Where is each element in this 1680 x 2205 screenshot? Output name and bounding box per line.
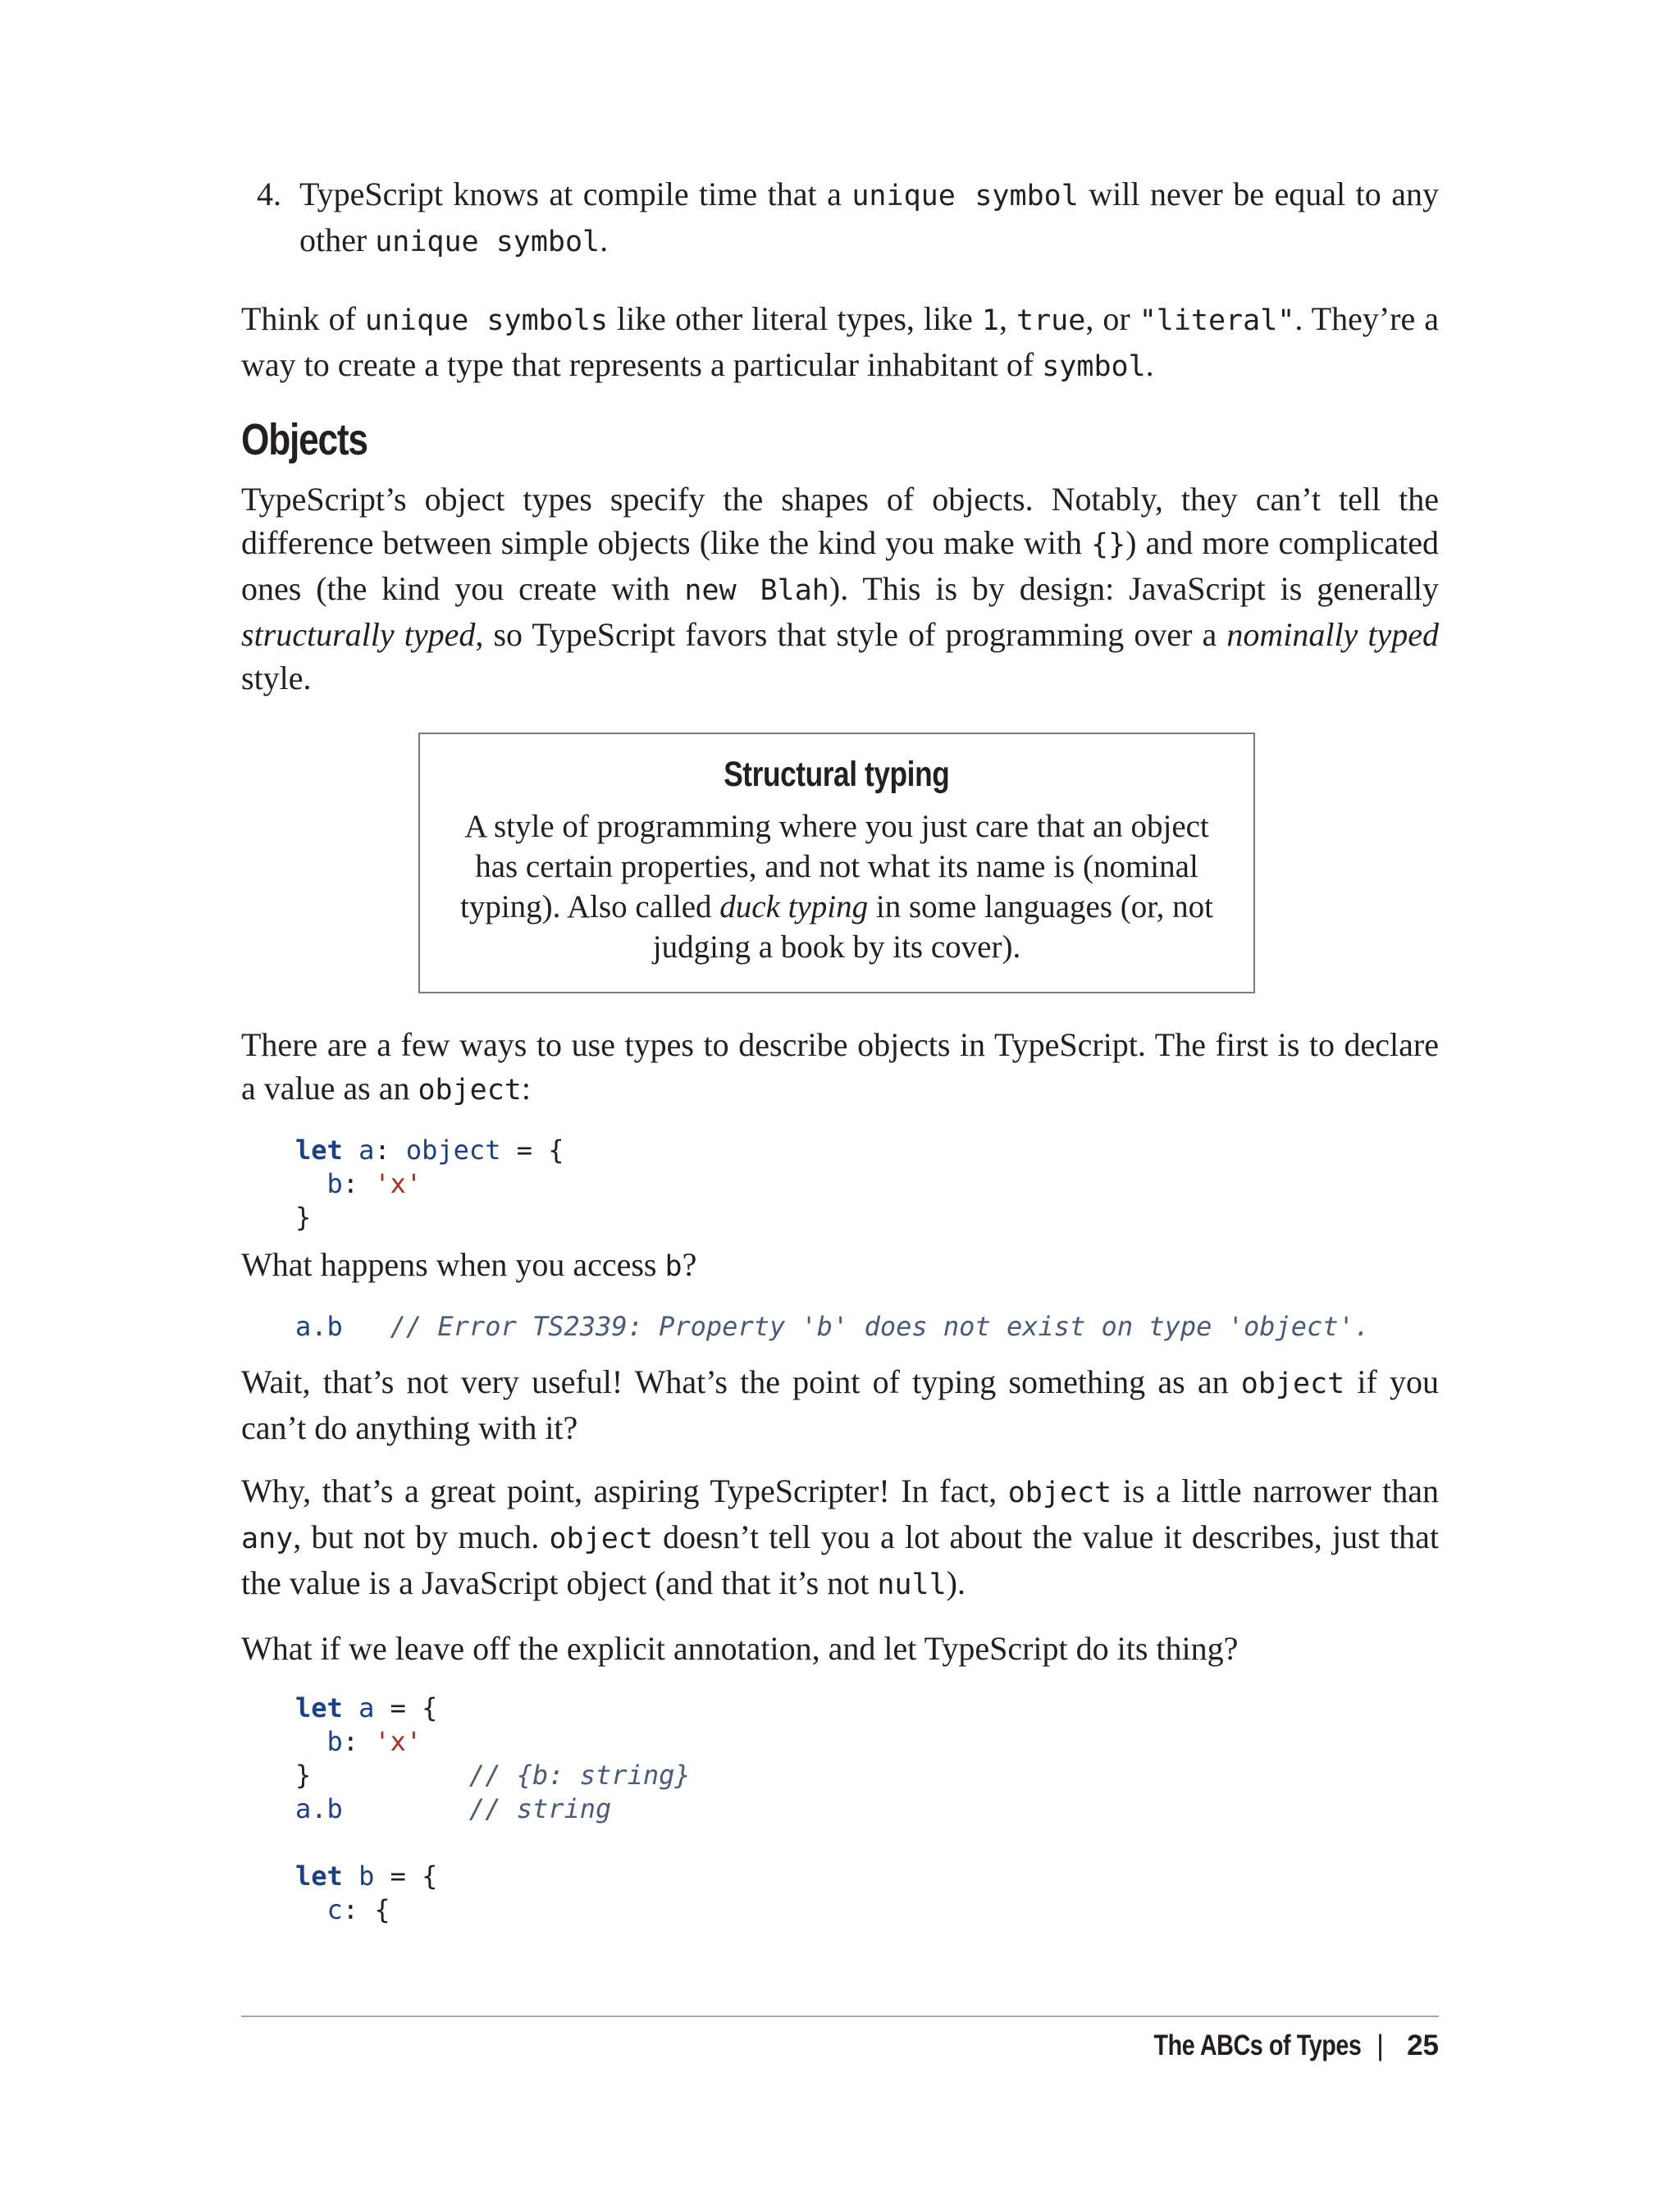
emphasis: structurally typed (241, 616, 476, 653)
footer-separator: | (1376, 2029, 1385, 2061)
code-block-access-error (241, 1310, 1439, 1344)
text: Why, that’s a great point, aspiring TypeScripter! In fact, (241, 1472, 1008, 1509)
code-property: c (326, 1894, 343, 1925)
code-comment: // Error TS2339: Property 'b' does not exist on type 'object'. (390, 1311, 1371, 1342)
emphasis: nominally typed (1226, 616, 1440, 653)
text: ? (682, 1246, 697, 1283)
page-footer (1108, 2026, 1439, 2066)
code-property: b (326, 1168, 343, 1199)
text: ). This is by design: JavaScript is generally (829, 570, 1440, 607)
inline-code-unique-symbol: unique symbol (851, 180, 1079, 212)
text: Wait, that’s not very useful! What’s the point of typing something as an (241, 1363, 1241, 1400)
code-punct: = { (374, 1860, 438, 1892)
code-expression: a.b (295, 1793, 343, 1824)
code-punct: } (295, 1202, 312, 1233)
code-punct: : { (342, 1894, 390, 1925)
inline-code: object (549, 1522, 653, 1555)
sidebar-title: Structural typing (724, 755, 950, 794)
page-number: 25 (1407, 2029, 1439, 2061)
sidebar-body (453, 806, 1221, 967)
text: , but not by much. (293, 1518, 550, 1555)
inline-code: {} (1091, 528, 1126, 561)
code-property: b (326, 1726, 343, 1757)
inline-code: any (241, 1522, 294, 1555)
text: is a little narrower than (1112, 1472, 1439, 1509)
emphasis: duck typing (719, 889, 869, 924)
code-comment: // {b: string} (468, 1760, 691, 1791)
paragraph-access (241, 1243, 1439, 1289)
code-identifier: b (358, 1860, 375, 1892)
text: Think of (241, 300, 365, 337)
text: like other literal types, like (607, 300, 982, 337)
page-content (241, 172, 1439, 1927)
inline-code: true (1016, 304, 1086, 337)
inline-code: 1 (981, 304, 999, 337)
text: There are a few ways to use types to describe objects in TypeScript. The first is to declare a value as an (241, 1026, 1439, 1107)
paragraph-ways (241, 1023, 1439, 1112)
code-identifier: a (358, 1692, 375, 1723)
inline-code: symbol (1042, 350, 1146, 383)
paragraph-what-if: What if we leave off the explicit annotation, and let TypeScript do its thing? (241, 1630, 1239, 1667)
code-expression: a.b (295, 1311, 343, 1342)
list-item-4 (241, 172, 1439, 264)
footer-rule (241, 2016, 1439, 2017)
footer-chapter-title: The ABCs of Types (1154, 2029, 1362, 2061)
code-punct: = { (500, 1134, 564, 1166)
code-identifier: a (358, 1134, 375, 1166)
inline-code: unique symbols (364, 304, 608, 337)
list-text-1: TypeScript knows at compile time that a (299, 176, 852, 212)
inline-code-unique-symbol-2: unique symbol (375, 226, 600, 258)
paragraph-literal-types (241, 297, 1439, 389)
text: , so TypeScript favors that style of programming over a (475, 616, 1227, 653)
text: , or (1085, 300, 1139, 337)
text: . They’re a way to create a type that represents a particular inhabitant of (241, 300, 1439, 383)
paragraph-why (241, 1469, 1439, 1607)
text: in some languages (or, not judging a book by its cover). (652, 889, 1213, 965)
text: ). (946, 1564, 966, 1601)
text: . (1145, 346, 1154, 383)
code-string: 'x' (374, 1726, 422, 1757)
code-punct: : (342, 1168, 375, 1199)
inline-code: object (1240, 1367, 1345, 1400)
list-number: 4. (257, 176, 281, 212)
code-punct: = { (374, 1692, 438, 1723)
text: style. (241, 660, 312, 696)
code-keyword: let (295, 1860, 343, 1892)
code-punct: : (374, 1134, 390, 1166)
list-text-3: . (600, 221, 609, 258)
code-block-inferred (241, 1691, 1439, 1927)
code-block-object-annotation (241, 1134, 1439, 1235)
code-string: 'x' (374, 1168, 422, 1199)
text: if you can’t do anything with it? (241, 1363, 1439, 1446)
inline-code: null (877, 1568, 947, 1601)
code-keyword: let (295, 1692, 343, 1723)
code-punct: } (295, 1760, 312, 1791)
inline-code: object (1007, 1477, 1112, 1509)
section-heading-objects: Objects (241, 415, 368, 464)
sidebar-structural-typing (418, 733, 1255, 993)
list-text-2: will never be equal to any other (299, 176, 1440, 258)
inline-code: object (418, 1074, 522, 1107)
paragraph-wait (241, 1360, 1439, 1449)
text: TypeScript’s object types specify the shapes of objects. Notably, they can’t tell the difference between simple objects (like the kind you make with (241, 481, 1439, 561)
code-punct: : (342, 1726, 375, 1757)
text: What happens when you access (241, 1246, 665, 1283)
inline-code: b (664, 1250, 682, 1283)
paragraph-object-types (241, 477, 1439, 700)
inline-code: "literal" (1139, 304, 1295, 337)
code-type: object (405, 1134, 501, 1166)
text: , (999, 300, 1017, 337)
text: doesn’t tell you a lot about the value it describes, just that the value is a JavaScript object (and that it’s not (241, 1518, 1440, 1601)
text: A style of programming where you just care that an object has certain properties, and not what its name is (nominal typing). Also called (459, 809, 1209, 924)
text: ) and more complicated ones (the kind you create with (241, 524, 1440, 607)
code-keyword: let (295, 1134, 343, 1166)
text: : (521, 1070, 532, 1107)
code-comment: // string (468, 1793, 612, 1824)
inline-code: new Blah (684, 574, 829, 607)
